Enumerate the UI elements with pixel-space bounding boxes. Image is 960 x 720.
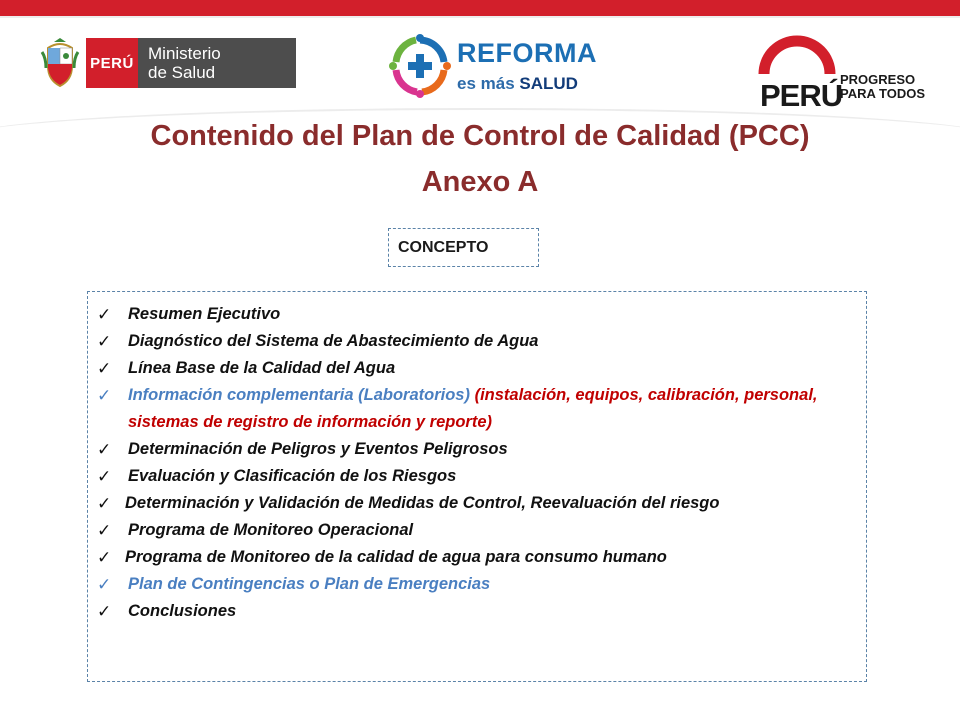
list-item <box>88 355 866 382</box>
check-icon: ✓ <box>97 575 112 594</box>
list-item-detail: (instalación, equipos, calibración, personal, sistemas de registro de información y reporte) <box>128 386 818 431</box>
list-item-text: Programa de Monitoreo Operacional <box>128 521 414 539</box>
list-item <box>88 328 866 355</box>
check-icon: ✓ <box>97 332 112 351</box>
list-item-text: Resumen Ejecutivo <box>128 305 281 323</box>
progreso-arc-icon <box>758 34 836 74</box>
check-icon: ✓ <box>97 548 112 567</box>
top-bar-divider <box>0 16 960 18</box>
check-icon: ✓ <box>97 494 112 513</box>
check-icon: ✓ <box>97 521 112 540</box>
list-item <box>88 544 866 571</box>
list-item <box>88 463 866 490</box>
list-item-text: Evaluación y Clasificación de los Riesgos <box>128 467 457 485</box>
list-item-text: Conclusiones <box>128 602 237 620</box>
list-item <box>88 301 866 328</box>
progreso-line-2: PARA TODOS <box>840 86 925 101</box>
minsa-line-2: de Salud <box>148 63 216 82</box>
concept-list-box <box>87 291 867 682</box>
list-item-text: Línea Base de la Calidad del Agua <box>128 359 396 377</box>
check-icon: ✓ <box>97 305 112 324</box>
check-icon: ✓ <box>97 359 112 378</box>
list-item <box>88 517 866 544</box>
progreso-peru-label: PERÚ <box>760 78 843 113</box>
list-item-text: Plan de Contingencias o Plan de Emergencias <box>128 575 491 593</box>
slide-title: Contenido del Plan de Control de Calidad (PCC) <box>150 120 810 152</box>
list-item <box>88 436 866 463</box>
concept-label-box: CONCEPTO <box>388 228 539 267</box>
list-item <box>88 571 866 598</box>
check-icon: ✓ <box>97 602 112 621</box>
list-item-text: Programa de Monitoreo de la calidad de agua para consumo humano <box>125 548 667 566</box>
minsa-logo <box>40 38 296 88</box>
top-red-bar <box>0 0 960 16</box>
slide-subtitle: Anexo A <box>421 166 539 198</box>
check-icon: ✓ <box>97 440 112 459</box>
minsa-line-1: Ministerio <box>148 44 221 63</box>
list-item <box>88 490 866 517</box>
list-item-text: Determinación y Validación de Medidas de Control, Reevaluación del riesgo <box>125 494 720 512</box>
list-item-text: Diagnóstico del Sistema de Abastecimiento de Agua <box>128 332 539 350</box>
list-item-text: Determinación de Peligros y Eventos Peligrosos <box>128 440 508 458</box>
check-icon: ✓ <box>97 467 112 486</box>
peru-progreso-logo <box>758 30 928 113</box>
reforma-title: REFORMA <box>457 38 597 68</box>
progreso-tagline <box>840 73 925 101</box>
reforma-subtitle <box>457 74 578 94</box>
list-item <box>88 382 866 436</box>
minsa-ministry-label <box>138 38 296 88</box>
reforma-subtitle-b: SALUD <box>519 74 578 93</box>
concept-list <box>88 292 866 625</box>
peru-coat-of-arms-icon <box>40 38 80 88</box>
minsa-peru-label: PERÚ <box>86 38 138 88</box>
list-item-text: Información complementaria (Laboratorios) <box>128 386 470 404</box>
reforma-subtitle-a: es más <box>457 74 520 93</box>
check-icon: ✓ <box>97 386 112 405</box>
list-item <box>88 598 866 625</box>
reforma-emblem-icon <box>389 34 451 98</box>
progreso-line-1: PROGRESO <box>840 72 916 87</box>
reforma-logo <box>383 30 597 102</box>
